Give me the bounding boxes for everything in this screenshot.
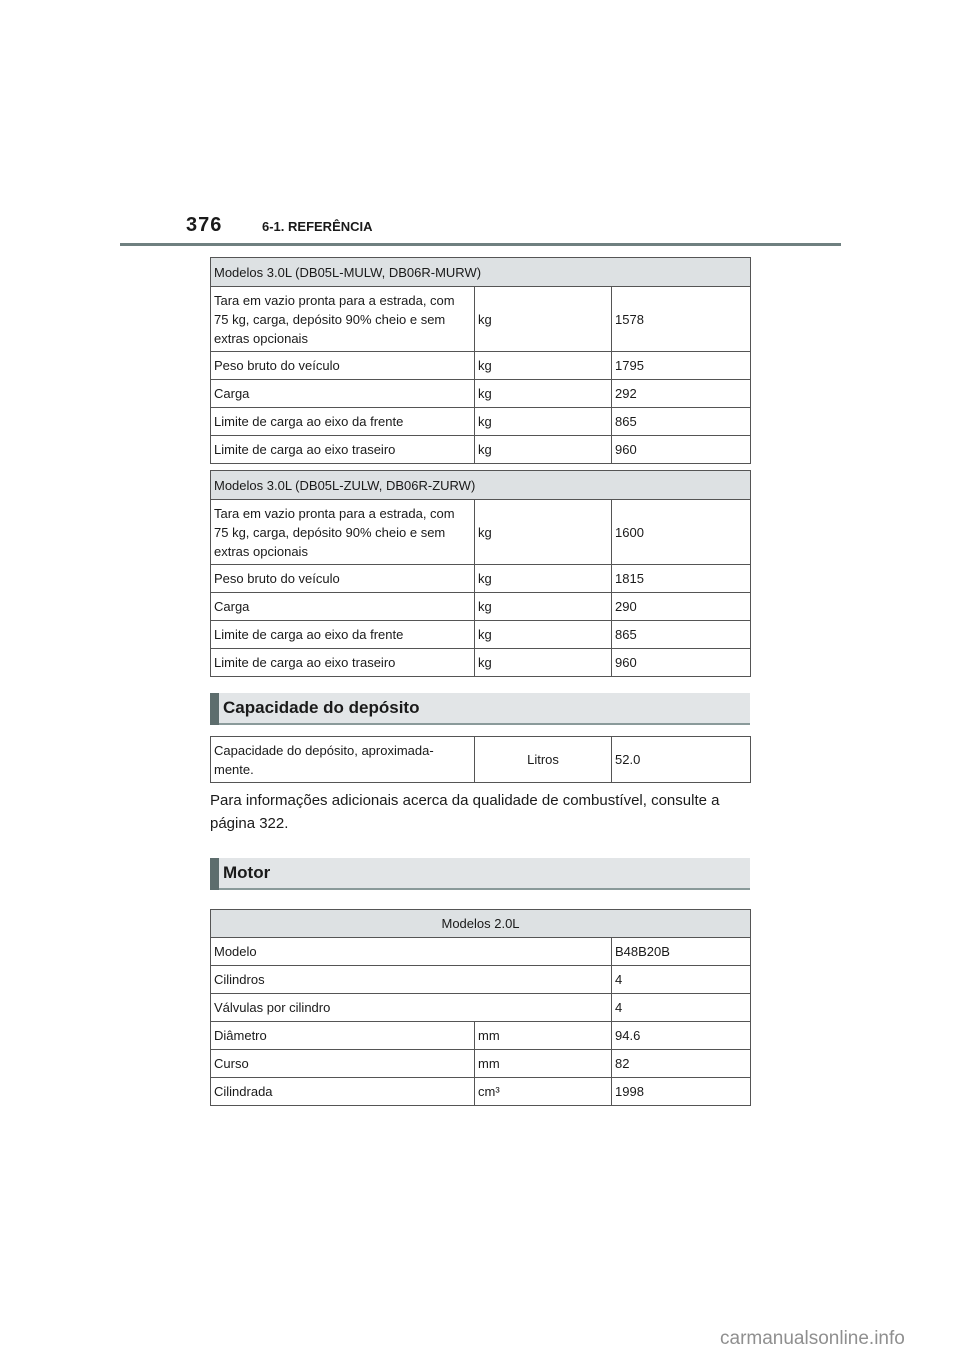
row-value: 960	[612, 649, 751, 677]
table-row	[211, 1022, 751, 1050]
row-value: 1815	[612, 565, 751, 593]
row-label: Tara em vazio pronta para a estrada, com 75 kg, carga, depósito 90% cheio e sem extras opcionais	[211, 500, 475, 565]
table-row	[211, 1078, 751, 1106]
row-label: Capacidade do depósito, aproximada-mente.	[211, 737, 475, 783]
table-header-row	[211, 910, 751, 938]
row-label: Limite de carga ao eixo da frente	[211, 408, 475, 436]
fuel-capacity-table	[210, 736, 751, 783]
row-label: Diâmetro	[211, 1022, 475, 1050]
row-label: Válvulas por cilindro	[211, 994, 612, 1022]
row-label: Peso bruto do veículo	[211, 352, 475, 380]
table-header-row	[211, 471, 751, 500]
fuel-note: Para informações adicionais acerca da qualidade de combustível, consulte a página 322.	[210, 792, 720, 832]
table-row	[211, 938, 751, 966]
table-header-row	[211, 258, 751, 287]
watermark-text: carmanualsonline.info	[720, 1328, 905, 1349]
row-value: 290	[612, 593, 751, 621]
row-value: 82	[612, 1050, 751, 1078]
row-label: Cilindros	[211, 966, 612, 994]
row-value: 1600	[612, 500, 751, 565]
row-label: Modelo	[211, 938, 612, 966]
table-row	[211, 737, 751, 783]
row-value: 1578	[612, 287, 751, 352]
table-row	[211, 621, 751, 649]
row-value: 4	[612, 994, 751, 1022]
fuel-heading-text: Capacidade do depósito	[223, 698, 420, 717]
heading-accent-bar	[210, 858, 219, 890]
row-unit: mm	[475, 1050, 612, 1078]
header-divider	[120, 243, 841, 246]
row-label: Cilindrada	[211, 1078, 475, 1106]
row-unit: kg	[475, 500, 612, 565]
table-row	[211, 1050, 751, 1078]
row-value: 1795	[612, 352, 751, 380]
weights-table-zulw	[210, 470, 751, 677]
table-row	[211, 966, 751, 994]
page-number: 376	[186, 214, 223, 236]
row-label: Carga	[211, 593, 475, 621]
row-value: B48B20B	[612, 938, 751, 966]
table-row	[211, 287, 751, 352]
fuel-capacity-heading	[210, 693, 750, 725]
engine-table	[210, 909, 751, 1106]
row-unit: kg	[475, 649, 612, 677]
table-row	[211, 500, 751, 565]
weights-table-mulw	[210, 257, 751, 464]
table-row	[211, 436, 751, 464]
row-value: 865	[612, 408, 751, 436]
row-value: 94.6	[612, 1022, 751, 1050]
row-label: Limite de carga ao eixo traseiro	[211, 436, 475, 464]
row-unit: kg	[475, 287, 612, 352]
row-label: Limite de carga ao eixo da frente	[211, 621, 475, 649]
row-label: Limite de carga ao eixo traseiro	[211, 649, 475, 677]
row-unit: kg	[475, 593, 612, 621]
table-row	[211, 380, 751, 408]
table-row	[211, 352, 751, 380]
row-value: 292	[612, 380, 751, 408]
row-value: 960	[612, 436, 751, 464]
table-title: Modelos 3.0L (DB05L-MULW, DB06R-MURW)	[211, 258, 751, 287]
row-value: 1998	[612, 1078, 751, 1106]
table-row	[211, 994, 751, 1022]
section-title: 6-1. REFERÊNCIA	[262, 219, 373, 234]
row-unit: kg	[475, 565, 612, 593]
row-unit: kg	[475, 408, 612, 436]
row-label: Carga	[211, 380, 475, 408]
table-row	[211, 408, 751, 436]
row-label: Peso bruto do veículo	[211, 565, 475, 593]
engine-heading-text: Motor	[223, 863, 271, 882]
table-title: Modelos 2.0L	[211, 910, 751, 938]
row-value: 52.0	[612, 737, 751, 783]
heading-accent-bar	[210, 693, 219, 725]
row-label: Tara em vazio pronta para a estrada, com 75 kg, carga, depósito 90% cheio e sem extras opcionais	[211, 287, 475, 352]
table-title: Modelos 3.0L (DB05L-ZULW, DB06R-ZURW)	[211, 471, 751, 500]
row-unit: Litros	[475, 737, 612, 783]
row-value: 865	[612, 621, 751, 649]
table-row	[211, 593, 751, 621]
table-row	[211, 565, 751, 593]
row-unit: kg	[475, 352, 612, 380]
row-label: Curso	[211, 1050, 475, 1078]
row-value: 4	[612, 966, 751, 994]
row-unit: mm	[475, 1022, 612, 1050]
row-unit: kg	[475, 621, 612, 649]
engine-heading	[210, 858, 750, 890]
row-unit: cm³	[475, 1078, 612, 1106]
row-unit: kg	[475, 436, 612, 464]
row-unit: kg	[475, 380, 612, 408]
table-row	[211, 649, 751, 677]
